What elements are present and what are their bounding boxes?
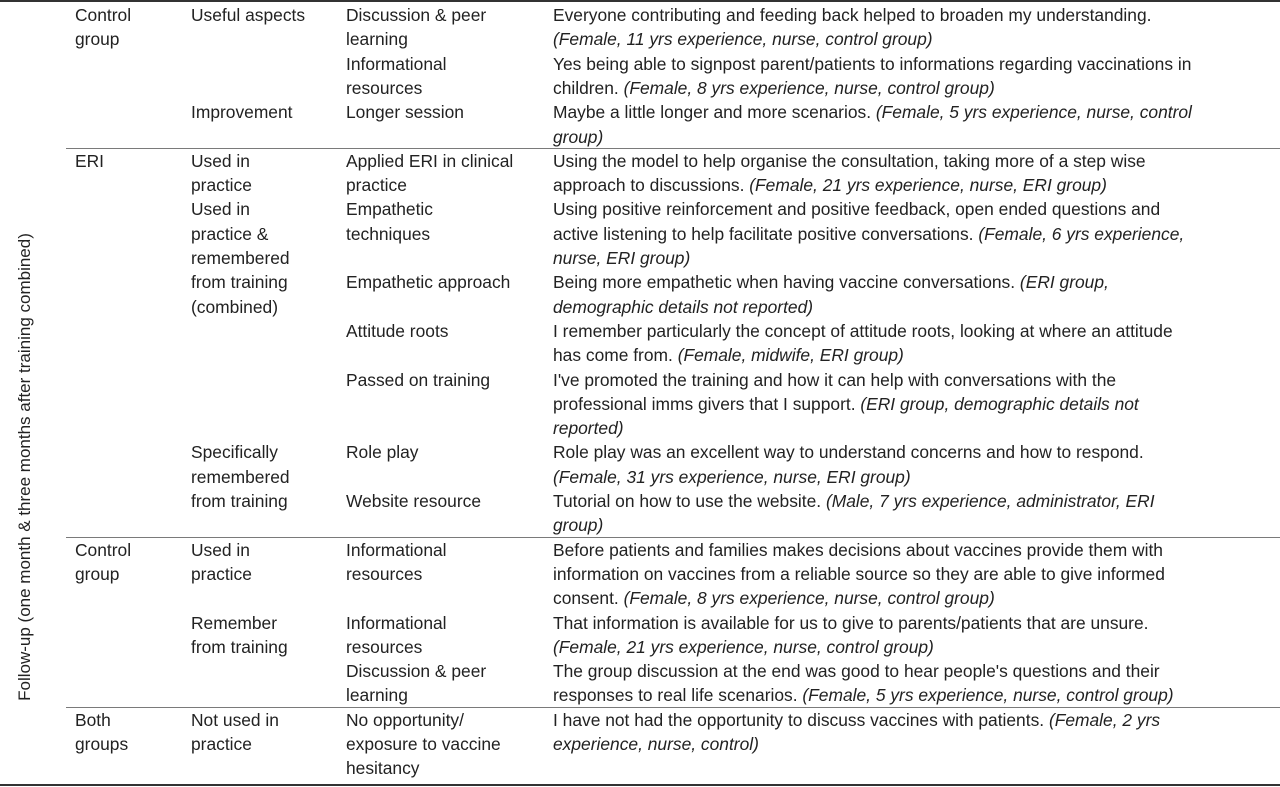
- quote-text: Role play was an excellent way to understand concerns and how to respond.: [553, 442, 1144, 463]
- quote-line: [553, 635, 934, 659]
- category-cell: from training: [191, 272, 288, 293]
- category-cell: Improvement: [191, 102, 293, 123]
- theme-cell: Informational: [346, 539, 447, 560]
- category-cell: practice: [191, 175, 252, 196]
- group-cell: Control: [75, 5, 132, 25]
- table-top-rule: [0, 0, 1280, 2]
- quote-line: [553, 732, 759, 756]
- quote-line: [553, 52, 1191, 76]
- theme-cell: exposure to vaccine: [346, 734, 501, 754]
- theme-cell: learning: [346, 29, 408, 50]
- category-cell: from training: [191, 636, 288, 657]
- category-cell: Used in: [191, 539, 250, 560]
- quote-attribution: (Female, 8 yrs experience, nurse, control group): [623, 77, 995, 98]
- quote-line: [553, 343, 904, 367]
- quote-text: I have not had the opportunity to discuss vaccines with patients.: [553, 709, 1049, 730]
- quote-attribution: (ERI group, demographic details not: [860, 393, 1139, 414]
- category-cell: practice: [191, 734, 252, 754]
- quote-line: [553, 319, 1173, 343]
- quote-text: active listening to help facilitate positive conversations.: [553, 223, 979, 244]
- theme-cell: resources: [346, 77, 423, 98]
- quote-text: Being more empathetic when having vaccine conversations.: [553, 272, 1020, 293]
- quote-line: [553, 368, 1116, 392]
- category-cell: (combined): [191, 296, 278, 317]
- follow-up-side-label: Follow-up (one month & three months after training combined): [15, 233, 34, 701]
- category-cell: remembered: [191, 248, 290, 268]
- category-cell: practice: [191, 563, 252, 584]
- quote-attribution: (Female, 21 yrs experience, nurse, control group): [553, 636, 934, 657]
- quote-line: [553, 125, 603, 149]
- quote-text: information on vaccines from a reliable source so they are able to give informed: [553, 563, 1165, 584]
- quote-attribution: nurse, ERI group): [553, 248, 691, 268]
- quote-text: professional imms givers that I support.: [553, 393, 861, 414]
- table-bottom-rule: [0, 784, 1280, 786]
- quote-attribution: group): [553, 126, 604, 147]
- quote-line: [553, 416, 624, 440]
- quote-attribution: (Female, 21 yrs experience, nurse, ERI group): [749, 175, 1107, 196]
- quote-attribution: (Female, 6 yrs experience,: [978, 223, 1185, 244]
- group-separator: [66, 707, 1280, 708]
- theme-cell: Attitude roots: [346, 320, 449, 341]
- category-cell: Used in: [191, 150, 250, 171]
- category-cell: Not used in: [191, 709, 279, 730]
- quote-line: [553, 173, 1107, 197]
- quote-text: responses to real life scenarios.: [553, 685, 803, 706]
- quote-attribution: demographic details not reported): [553, 296, 814, 317]
- quote-line: [553, 392, 1139, 416]
- theme-cell: Role play: [346, 442, 419, 463]
- quote-line: [553, 3, 1151, 27]
- quote-line: [553, 586, 995, 610]
- group-cell: groups: [75, 734, 129, 754]
- quote-attribution: experience, nurse, control): [553, 734, 759, 754]
- quote-line: [553, 440, 1144, 464]
- quote-line: [553, 222, 1184, 246]
- category-cell: Specifically: [191, 442, 278, 463]
- quote-text: The group discussion at the end was good to hear people's questions and their: [553, 661, 1160, 682]
- quote-line: [553, 295, 813, 319]
- quote-attribution: (Female, 5 yrs experience, nurse, control group): [802, 685, 1174, 706]
- group-cell: group: [75, 29, 120, 50]
- group-separator: [66, 148, 1280, 149]
- quote-line: [553, 246, 690, 270]
- quote-text: Using positive reinforcement and positive feedback, open ended questions and: [553, 199, 1161, 220]
- quote-attribution: reported): [553, 418, 624, 439]
- theme-cell: techniques: [346, 223, 431, 244]
- quote-text: That information is available for us to give to parents/patients that are unsure.: [553, 612, 1149, 633]
- quote-text: Using the model to help organise the consultation, taking more of a step wise: [553, 150, 1146, 171]
- theme-cell: resources: [346, 563, 423, 584]
- theme-cell: Discussion & peer: [346, 5, 487, 25]
- quote-line: [553, 489, 1155, 513]
- quote-text: Yes being able to signpost parent/patients to informations regarding vaccinations in: [553, 53, 1192, 74]
- quote-attribution: (Female, 31 yrs experience, nurse, ERI group): [553, 466, 911, 487]
- quote-text: Before patients and families makes decisions about vaccines provide them with: [553, 539, 1163, 560]
- quote-attribution: (Female, midwife, ERI group): [677, 345, 904, 366]
- quote-line: [553, 197, 1160, 221]
- quote-line: [553, 611, 1148, 635]
- quote-text: Everyone contributing and feeding back helped to broaden my understanding.: [553, 5, 1152, 25]
- quote-line: [553, 708, 1160, 732]
- category-cell: practice &: [191, 223, 269, 244]
- quote-attribution: group): [553, 515, 604, 536]
- quote-text: Maybe a little longer and more scenarios.: [553, 102, 876, 123]
- group-cell: Control: [75, 539, 132, 560]
- quote-line: [553, 76, 995, 100]
- theme-cell: Longer session: [346, 102, 464, 123]
- theme-cell: Website resource: [346, 491, 481, 511]
- quote-text: I remember particularly the concept of attitude roots, looking at where an attitude: [553, 320, 1173, 341]
- theme-cell: Empathetic: [346, 199, 433, 220]
- quote-text: I've promoted the training and how it can help with conversations with the: [553, 369, 1117, 390]
- quote-text: approach to discussions.: [553, 175, 750, 196]
- theme-cell: Empathetic approach: [346, 272, 511, 293]
- quote-text: has come from.: [553, 345, 678, 366]
- theme-cell: resources: [346, 636, 423, 657]
- quote-line: [553, 149, 1146, 173]
- group-cell: Both: [75, 709, 111, 730]
- quote-attribution: (Female, 2 yrs: [1048, 709, 1161, 730]
- quote-line: [553, 683, 1174, 707]
- group-separator: [66, 537, 1280, 538]
- quote-attribution: (Male, 7 yrs experience, administrator, ERI: [825, 491, 1155, 511]
- category-cell: from training: [191, 491, 288, 511]
- quote-line: [553, 659, 1160, 683]
- group-cell: group: [75, 563, 120, 584]
- category-cell: remembered: [191, 466, 290, 487]
- quote-attribution: (Female, 5 yrs experience, nurse, control: [875, 102, 1192, 123]
- quote-line: [553, 465, 911, 489]
- theme-cell: No opportunity/: [346, 709, 464, 730]
- theme-cell: learning: [346, 685, 408, 706]
- quote-line: [553, 513, 603, 537]
- quote-attribution: (Female, 11 yrs experience, nurse, control group): [553, 29, 933, 50]
- quote-text: children.: [553, 77, 624, 98]
- theme-cell: hesitancy: [346, 758, 420, 779]
- theme-cell: practice: [346, 175, 407, 196]
- theme-cell: Applied ERI in clinical: [346, 150, 514, 171]
- group-cell: ERI: [75, 150, 104, 171]
- quote-line: [553, 538, 1163, 562]
- category-cell: Used in: [191, 199, 250, 220]
- category-cell: Useful aspects: [191, 5, 306, 25]
- quote-line: [553, 562, 1165, 586]
- theme-cell: Informational: [346, 53, 447, 74]
- quote-attribution: (Female, 8 yrs experience, nurse, control group): [623, 588, 995, 609]
- theme-cell: Informational: [346, 612, 447, 633]
- quote-attribution: (ERI group,: [1019, 272, 1109, 293]
- quote-text: Tutorial on how to use the website.: [553, 491, 826, 511]
- quote-line: [553, 100, 1192, 124]
- quote-text: consent.: [553, 588, 624, 609]
- quote-line: [553, 27, 933, 51]
- theme-cell: Discussion & peer: [346, 661, 487, 682]
- theme-cell: Passed on training: [346, 369, 491, 390]
- quote-line: [553, 270, 1109, 294]
- category-cell: Remember: [191, 612, 278, 633]
